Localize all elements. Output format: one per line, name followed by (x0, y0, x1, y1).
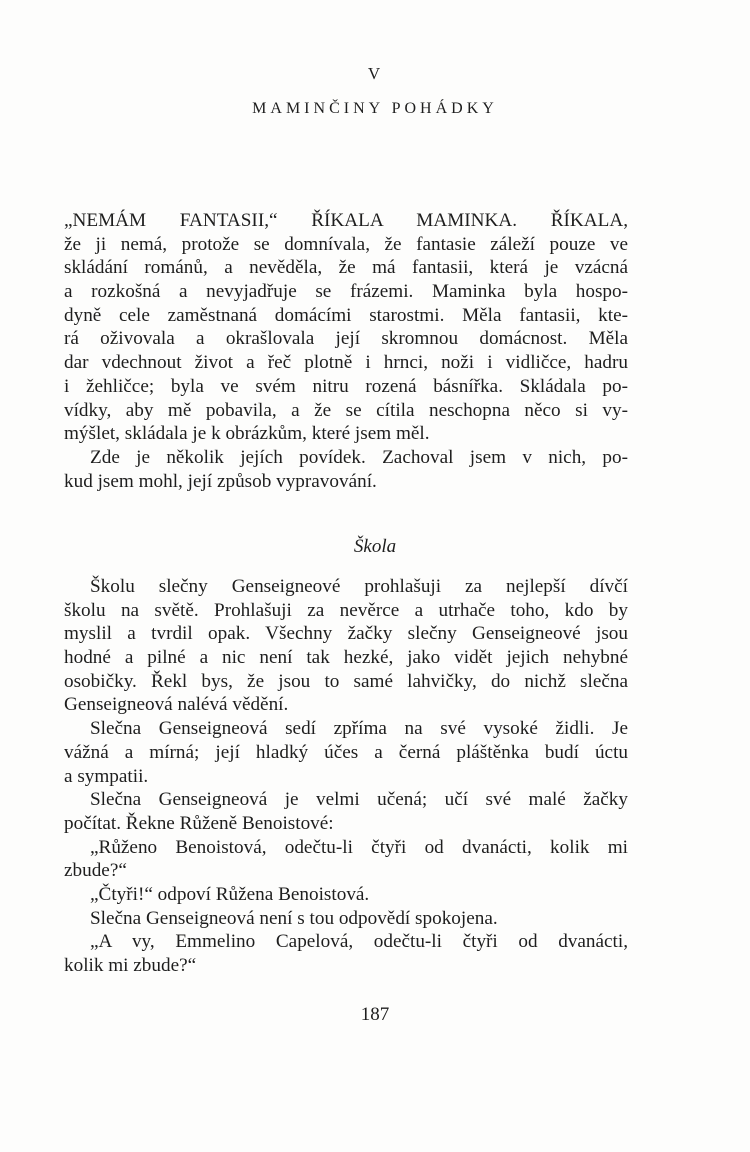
text-line: že ji nemá, protože se domnívala, že fantasie záleží pouze ve (64, 233, 628, 255)
text-line: zbude?“ (64, 860, 127, 882)
text-line: skládání románů, a nevěděla, že má fantasii, která je vzácná (64, 257, 628, 279)
text-line: a sympatii. (64, 765, 149, 787)
text-line: kolik mi zbude?“ (64, 955, 197, 976)
text-line: dar vdechnout život a řeč plotně i hrnci, noži i vidličce, hadru (64, 352, 628, 374)
text-line: Slečna Genseigneová sedí zpříma na své vysoké židli. Je (90, 718, 628, 740)
text-line: a rozkošná a nevyjadřuje se frázemi. Maminka byla hospo- (64, 281, 628, 303)
text-line: „Růženo Benoistová, odečtu-li čtyři od dvanácti, kolik mi (90, 836, 628, 858)
text-line: Školu slečny Genseigneové prohlašuji za nejlepší dívčí (90, 576, 628, 597)
text-line: osobičky. Řekl bys, že jsou to samé lahvičky, do nichž slečna (64, 670, 628, 692)
story-paragraphs (64, 575, 628, 978)
text-line: i žehličce; byla ve svém nitru rozená básnířka. Skládala po- (64, 375, 628, 397)
text-line: vídky, aby mě pobavila, a že se cítila neschopna něco si vy- (64, 399, 628, 421)
text-line: vážná a mírná; její hladký účes a černá pláštěnka budí úctu (64, 741, 628, 763)
text-line: Slečna Genseigneová je velmi učená; učí své malé žačky (90, 789, 628, 811)
text-line: „A vy, Emmelino Capelová, odečtu-li čtyři od dvanácti, (90, 931, 628, 953)
text-line: „NEMÁM FANTASII,“ ŘÍKALA MAMINKA. ŘÍKALA, (64, 210, 628, 231)
page-number: 187 (360, 1004, 390, 1025)
text-line: „Čtyři!“ odpoví Růžena Benoistová. (90, 883, 370, 905)
text-line: mýšlet, skládala je k obrázkům, které jsem měl. (64, 423, 430, 445)
text-line: rá oživovala a okrašlovala její skromnou domácnost. Měla (64, 328, 628, 350)
chapter-number: V (367, 64, 383, 83)
text-line: hodné a pilné a nic není tak hezké, jako vidět jejich nehybné (64, 647, 628, 669)
text-line: Zde je několik jejích povídek. Zachoval jsem v nich, po- (90, 446, 628, 468)
text-line: kud jsem mohl, její způsob vypravování. (64, 470, 377, 492)
text-line: školu na světě. Prohlašuji za nevěrce a utrhače toho, kdo by (64, 599, 628, 621)
text-line: počítat. Řekne Růženě Benoistové: (64, 812, 334, 834)
intro-paragraphs (64, 209, 628, 493)
chapter-title: MAMINČINY POHÁDKY (252, 100, 498, 117)
text-line: myslil a tvrdil opak. Všechny žačky slečny Genseigneové jsou (64, 623, 628, 645)
text-line: dyně cele zaměstnaná domácími starostmi. Měla fantasii, kte- (64, 304, 628, 326)
text-line: Slečna Genseigneová není s tou odpovědí spokojena. (90, 907, 498, 929)
text-line: Genseigneová nalévá vědění. (64, 694, 289, 716)
section-title: Škola (353, 536, 397, 557)
